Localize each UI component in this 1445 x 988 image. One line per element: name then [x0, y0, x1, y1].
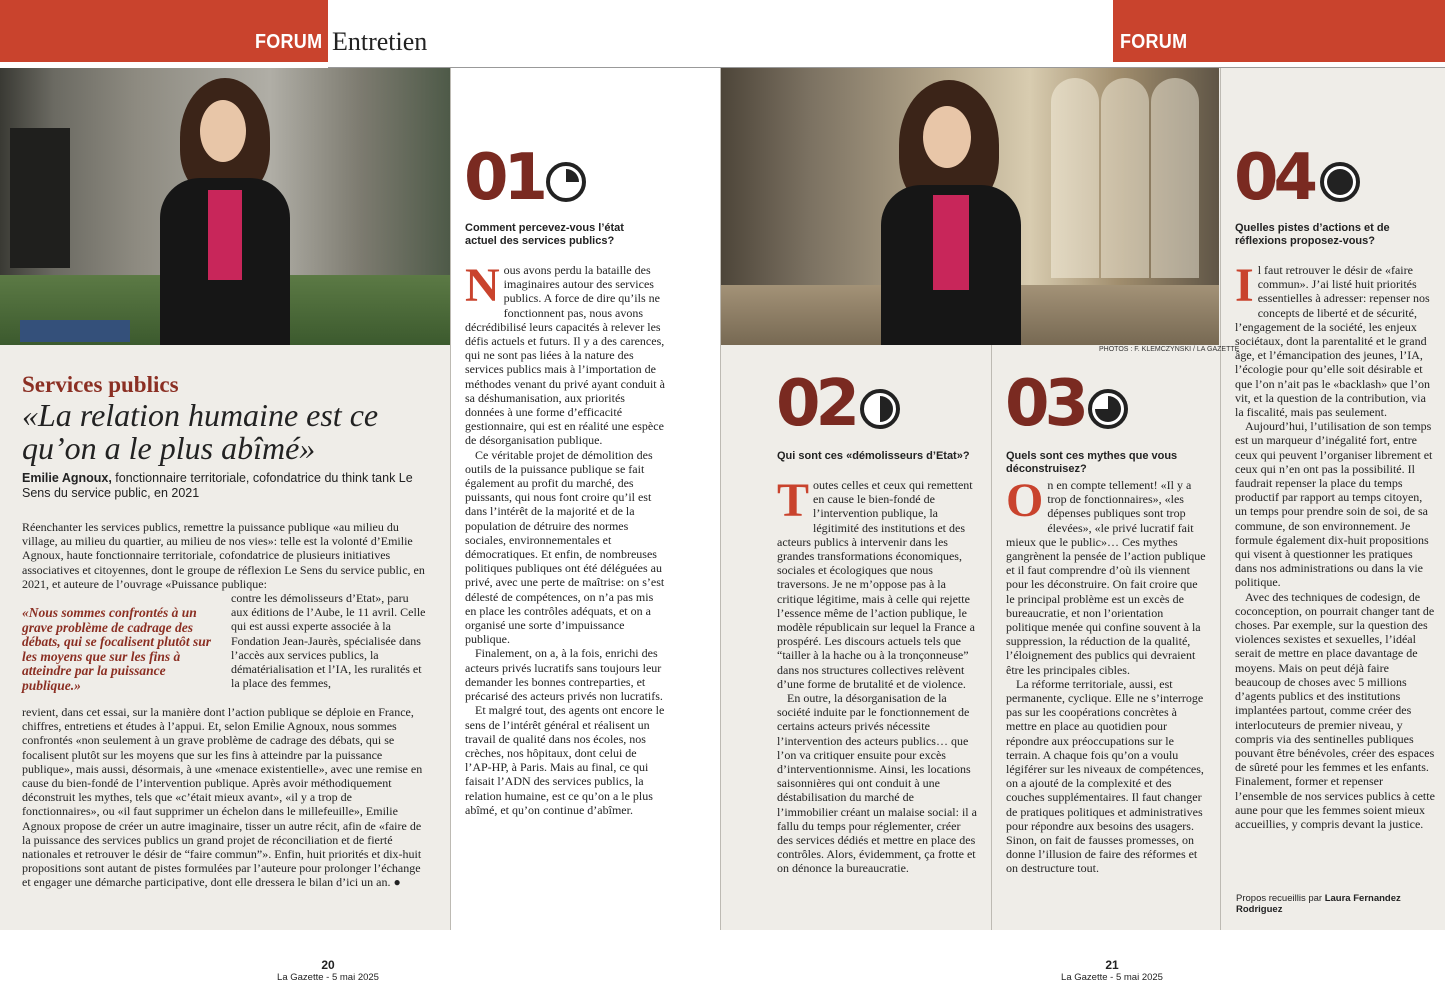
drop-cap: T: [777, 474, 810, 527]
byline-name: Emilie Agnoux,: [22, 471, 112, 485]
article-headline: «La relation humaine est ce qu’on a le plus abîmé»: [22, 397, 379, 466]
answer-paragraph: En outre, la désorganisation de la société induite par le fonctionnement de certains acteurs privés nécessite l’intervention des acteurs publics… que l’on va critiquer ensuite pour excès d’interventionnisme. Ainsi, les locations saisonnières qui ont conduit à une déstabilisation du marché de l’immobilier créant un malaise social: il a fallu du temps pour réglementer, créer des services dédiés et mettre en place des contrôles. Alors, évidemment, ça frotte et on dénonce la bureaucratie.: [777, 691, 977, 876]
question-number: 01: [464, 141, 544, 215]
question-text: Comment percevez-vous l’état actuel des services publics?: [465, 222, 624, 247]
section-label-forum-left: FORUM: [255, 31, 323, 53]
drop-cap: I: [1235, 259, 1254, 312]
question-text: Quelles pistes d’actions et de réflexions proposez-vous?: [1235, 222, 1390, 247]
answer-paragraph: La réforme territoriale, aussi, est permanente, cyclique. Elle ne s’interroge pas sur les coopérations concrètes à mettre en place au quotidien pour répondre aux préoccupations sur le terrain. A chaque fois qu’on a voulu légiférer sur les niveaux de compétences, on a ajouté de la complexité et des couches supplémentaires. Il faut changer de pratiques politiques et administratives pour répondre aux besoins des usagers. Sinon, on fait de fausses promesses, on donne l’illusion de faire des réformes et on destructure tout.: [1006, 676, 1204, 876]
question-number: 04: [1234, 141, 1314, 215]
clock-pie-icon: [860, 389, 900, 429]
signature-author: Laura Fernandez Rodriguez: [1236, 893, 1401, 915]
drop-cap: N: [465, 259, 500, 312]
answer-block: [777, 474, 977, 876]
article-kicker: Services publics: [22, 372, 179, 397]
intro-paragraph-top: Réenchanter les services publics, remettre la puissance publique «au milieu du village, au milieu du quartier, au milieu de nos vies»: telle est la volonté d’Emilie Agnoux, haute fonctionnaire territoriale, cofondatrice de plusieurs initiatives associatives et citoyennes, dont le groupe de réflexion Le Sens du service public, en 2021, et auteure de l’ouvrage «Puissance publique:: [22, 520, 425, 591]
answer-paragraph: outes celles et ceux qui remettent en cause le bien-fondé de l’intervention publique, la légitimité des institutions et des acteurs publics à intervenir dans les grandes transformations économiques, sociales et écologiques que nous traversons. Je ne m’oppose pas à la critique légitime, mais à celle qui rejette l’essence même de l’action publique, le modèle républicain sur lequel la France a prospéré. Les discours actuels tels que “tailler à la hache ou à la tronçonneuse” dans nos structures collectives relèvent d’une forme de brutalité et de violence.: [777, 478, 975, 691]
photo-person: [160, 78, 290, 345]
article-byline: [22, 471, 432, 501]
question-text: Quels sont ces mythes que vous déconstruisez?: [1006, 450, 1178, 475]
answer-block: [465, 259, 665, 817]
page-date-right: La Gazette - 5 mai 2025: [1061, 972, 1163, 983]
question-number: 03: [1005, 367, 1085, 441]
photo-person: [881, 80, 1021, 345]
answer-paragraph: Ce véritable projet de démolition des outils de la puissance publique se fait également au profit du marché, des puissants, qui nous font croire qu’il est dans l’intérêt de la majorité et de la population de détruire des normes sociales, environnementales et démocratiques. Et enfin, de nombreuses politiques publiques ont été déléguées au privé, avec une perte de maîtrise: on s’est délesté de compétences, on n’a pas mis en place les contrôles adéquats, et on a organisé une sorte d’impuissance publique.: [465, 447, 665, 647]
section-label-entretien: Entretien: [332, 27, 428, 56]
signature-prefix: Propos recueillis par: [1236, 893, 1325, 904]
pull-quote: «Nous sommes confrontés à un grave problème de cadrage des débats, qui se focalisent plutôt sur les moyens que sur les fins à atteindre par la puissance publique.»: [22, 605, 212, 693]
drop-cap: O: [1006, 474, 1044, 527]
end-mark: ●: [393, 875, 401, 890]
answer-paragraph: Aujourd’hui, l’utilisation de son temps est un marqueur d’inégalité fort, entre ceux qui peuvent l’organiser librement et ceux qui n’en ont pas la possibilité. Il faudrait repenser la place du temps productif par rapport au temps citoyen, un temps pour prendre soin de soi, de sa commune, de son environnement. Je formule également dix-huit propositions qui visent à questionner les pratiques dans nos administrations ou dans la vie politique.: [1235, 419, 1433, 590]
signature: [1236, 893, 1445, 915]
photo-door: [10, 128, 70, 268]
answer-block: [1235, 259, 1435, 831]
answer-paragraph: Avec des techniques de codesign, de coconception, on pourrait changer tant de choses. Par exemple, sur la question des violences sexistes et sexuelles, l’idéal serait de mettre en place davantage de moyens. Mais on peut déjà faire beaucoup de choses avec 5 millions d’agents publics et des institutions implantées partout, comme créer des interlocuteurs de premier niveau, y compris via des sentinelles publiques pouvant être bénévoles, créer des espaces de sûreté pour les femmes et les enfants. Finalement, former et repenser l’ensemble de nos services publics à cette aune pour que les femmes soient mieux accueillies, y compris devant la justice.: [1235, 589, 1435, 831]
answer-paragraph: ous avons perdu la bataille des imaginaires autour des services publics. A force de dire qu’ils ne fonctionnent pas, nous avons décrédibilisé leurs capacités à relever les défis actuels et futurs. Il y a des carences, qui ne sont pas liées à la nature des services publics mais à l’importation de méthodes venant du privé ayant conduit à sa déshumanisation, aux priorités données à une forme d’efficacité gestionnaire, qui est en réalité une espèce de désorganisation publique.: [465, 263, 665, 448]
answer-paragraph: l faut retrouver le désir de «faire commun». J’ai listé huit priorités essentielles à adresser: repenser nos concepts de liberté et de sécurité, l’engagement de la société, les enjeux sociétaux, dont la parentalité et le grand âge, et l’émancipation des jeunes, l’IA, l’écologie pour qu’elle soit désirable et que l’on n’ait pas le «backlash» que l’on vit, et la question de la contribution, via la fiscalité, mais pas seulement.: [1235, 263, 1430, 420]
photo-bench: [20, 320, 130, 342]
intro-text: revient, dans cet essai, sur la manière dont l’action publique se déploie en France, chiffres, entretiens et études à l’appui. Et, selon Emilie Agnoux, nous sommes confrontés «non seulement à un grave problème de cadrage des débats, qui se focalisent plutôt sur les moyens que sur les fins à atteindre par la puissance publique», mais aussi, désormais, à une «menace existentielle», avec une remise en cause du bien-fondé de l’intervention publique. Après avoir méthodiquement déconstruit les mythes, tels que «c’était mieux avant», «il y a trop de fonctionnaires», ou «il faut supprimer un échelon dans le millefeuille», Emilie Agnoux propose de créer un autre imaginaire, tisser un autre récit, afin de «faire de la puissance des services publics un grand projet de réconciliation et de fierté nationales et retrouver le désir de “faire commun”». Enfin, huit priorités et dix-huit propositions sont autant de pistes formulées par l’auteure pour prolonger l’échange et engager une démarche participative, dont elle dressera le bilan d’ici un an.: [22, 705, 423, 890]
photo-credit: PHOTOS : F. KLEMCZYNSKI / LA GAZETTE: [1099, 346, 1240, 353]
question-text: Qui sont ces «démolisseurs d’Etat»?: [777, 450, 970, 462]
page-footer-area: [0, 930, 1445, 988]
intro-paragraph-middle: contre les démolisseurs d’Etat», paru aux éditions de l’Aube, le 11 avril. Celle qui est aussi experte associée à la Fondation Jean-Jaurès, spécialisée dans l’accès aux services publics, la dématérialisation et l’IA, les ruralités et la place des femmes,: [231, 591, 426, 691]
column-divider: [1220, 68, 1221, 930]
clock-pie-icon: [1320, 162, 1360, 202]
intro-paragraph-bottom: [22, 705, 427, 890]
answer-paragraph: n en compte tellement! «Il y a trop de fonctionnaires», «les dépenses publiques sont trop élevées», «le privé lucratif fait mieux que le public»… Ces mythes gangrènent la pensée de l’action publique et il faut comprendre d’où ils viennent pour les déconstruire. On fait croire que le principal problème est un excès de bureaucratie, et non l’orientation politique menée qui confine souvent à la suppression, la réduction de la qualité, l’éloignement des publics qui devraient être les principales cibles.: [1006, 478, 1206, 677]
clock-pie-icon: [546, 162, 586, 202]
byline-role: fonctionnaire territoriale, cofondatrice du think tank Le Sens du service public, en 2021: [22, 471, 413, 500]
section-label-forum-right: FORUM: [1120, 31, 1188, 53]
answer-paragraph: Finalement, on a, à la fois, enrichi des acteurs privés lucratifs sans toujours leur demander les bonnes contreparties, et précarisé des acteurs privés non lucratifs.: [465, 646, 663, 704]
clock-pie-icon: [1088, 389, 1128, 429]
portrait-photo-exterior: [0, 68, 450, 345]
portrait-photo-cloister: [721, 68, 1219, 345]
page-number-right: 21: [1105, 958, 1119, 972]
page-date-left: La Gazette - 5 mai 2025: [277, 972, 379, 983]
answer-block: [1006, 474, 1206, 876]
column-divider: [450, 68, 451, 930]
page-number-left: 20: [321, 958, 335, 972]
question-number: 02: [776, 367, 856, 441]
answer-paragraph: Et malgré tout, des agents ont encore le sens de l’intérêt général et réalisent un travail de qualité dans nos écoles, nos crèches, nos hôpitaux, dont celui de l’AP-HP, à Paris. Mais au final, ce qui faisait l’ADN des services publics, la relation humaine, est ce qu’on a le plus abîmé, et qu’on continue d’abîmer.: [465, 703, 665, 817]
